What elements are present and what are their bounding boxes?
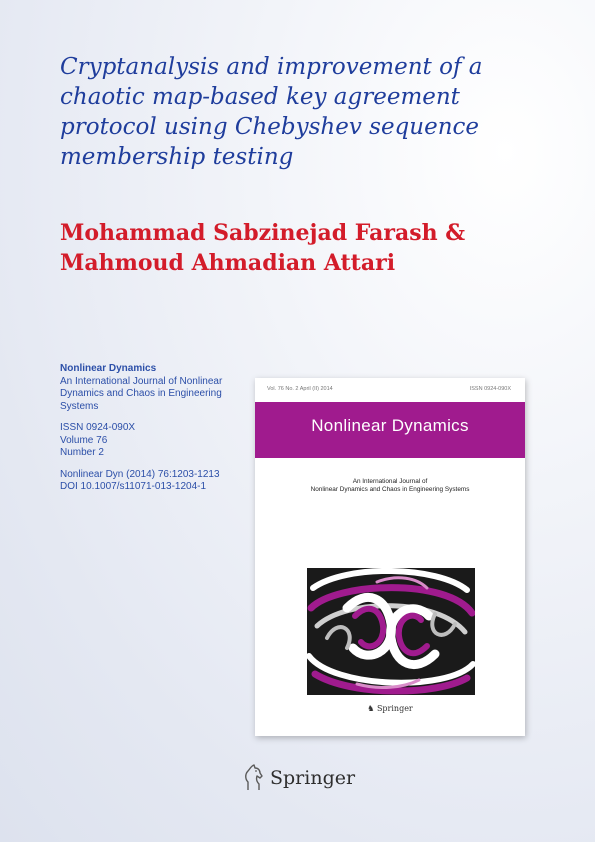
- cover-issn-line: ISSN 0924-090X: [469, 386, 511, 392]
- cover-title-band: [255, 402, 525, 458]
- journal-cover-image: [255, 378, 525, 736]
- author-line-2: Mahmoud Ahmadian Attari: [60, 250, 396, 276]
- cover-publisher: [255, 704, 525, 713]
- volume: Volume 76: [60, 434, 108, 446]
- cover-springer-icon: ♞: [367, 704, 377, 713]
- journal-metadata: [60, 363, 240, 494]
- cover-subtitle-line-1: An International Journal of: [352, 478, 428, 485]
- doi: DOI 10.1007/s11071-013-1204-1: [60, 481, 207, 492]
- springer-horse-icon: [242, 764, 264, 792]
- author-list: [60, 218, 530, 278]
- citation: Nonlinear Dyn (2014) 76:1203-1213: [60, 468, 220, 480]
- cover-subtitle: [265, 478, 515, 494]
- issue-number: Number 2: [60, 447, 104, 458]
- cover-header: [255, 378, 525, 402]
- journal-name: Nonlinear Dynamics: [60, 363, 157, 374]
- chaos-pattern-artwork: [307, 568, 475, 695]
- issn: ISSN 0924-090X: [60, 422, 136, 433]
- cover-subtitle-line-2: Nonlinear Dynamics and Chaos in Engineering Systems: [310, 486, 470, 493]
- cover-journal-name: Nonlinear Dynamics: [311, 416, 469, 435]
- springer-wordmark: Springer: [270, 767, 356, 789]
- publisher-logo: [242, 764, 372, 794]
- article-title: Cryptanalysis and improvement of a chaotic map-based key agreement protocol using Chebyshev sequence membership testing: [60, 54, 483, 170]
- cover-publisher-label: Springer: [376, 704, 413, 713]
- cover-issue-line: Vol. 76 No. 2 April (II) 2014: [267, 386, 333, 392]
- author-line-1: Mohammad Sabzinejad Farash &: [60, 220, 466, 246]
- journal-subtitle: An International Journal of Nonlinear Dynamics and Chaos in Engineering Systems: [60, 375, 223, 412]
